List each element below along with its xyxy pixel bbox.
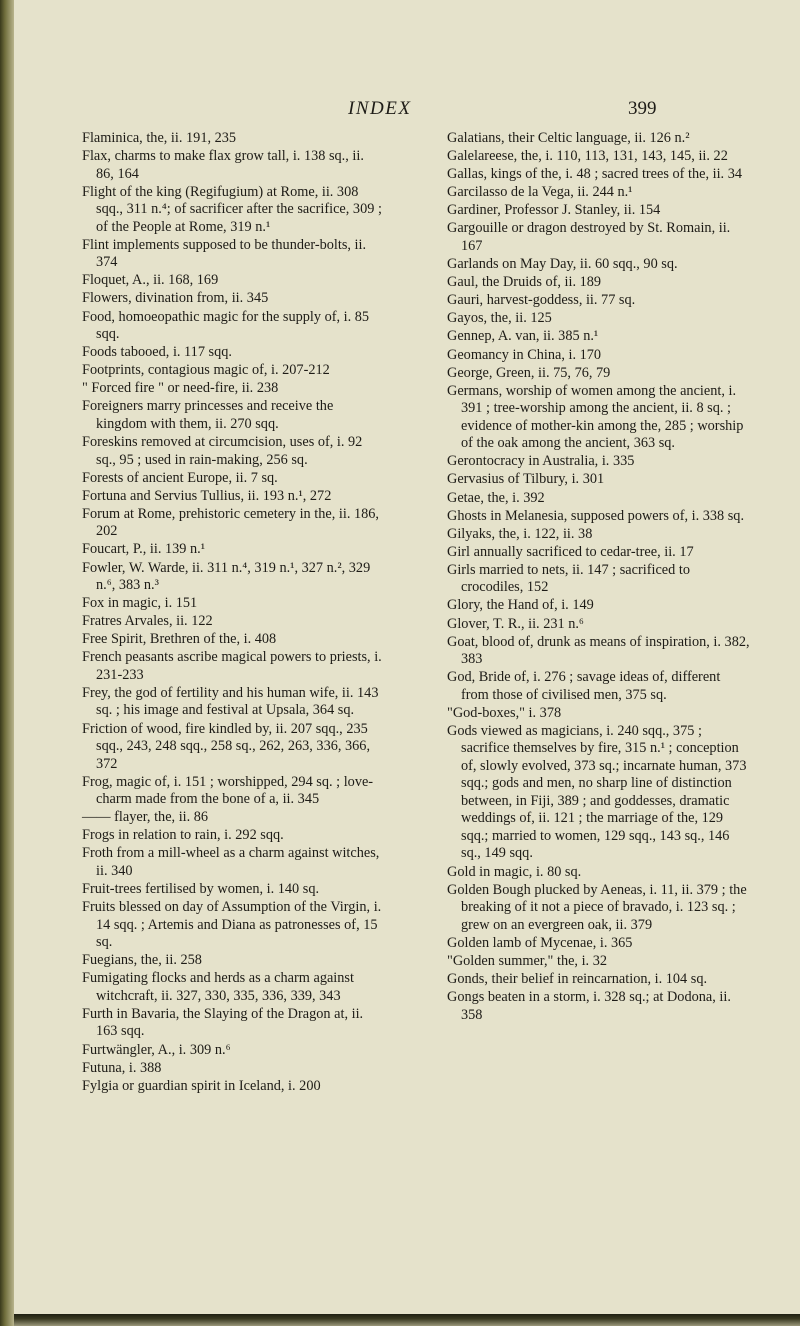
index-entry: Gonds, their belief in reincarnation, i. 104 sq. [447, 970, 708, 987]
index-entry: Foucart, P., ii. 139 n.¹ [82, 541, 206, 558]
index-entry: Fuegians, the, ii. 258 [82, 952, 202, 969]
index-entry: Fratres Arvales, ii. 122 [82, 613, 213, 630]
index-entry: Golden lamb of Mycenae, i. 365 [447, 934, 633, 951]
index-entry: Ghosts in Melanesia, supposed powers of, i. 338 sq. [447, 507, 745, 524]
index-entry: Gervasius of Tilbury, i. 301 [447, 471, 605, 488]
index-entry: Galelareese, the, i. 110, 113, 131, 143, 145, ii. 22 [447, 148, 728, 165]
index-entry: Gerontocracy in Australia, i. 335 [447, 453, 635, 470]
index-entry: Gaul, the Druids of, ii. 189 [447, 274, 602, 291]
page-header [14, 98, 800, 124]
running-head: INDEX [348, 98, 412, 119]
index-column-left [82, 130, 382, 1096]
index-entry: Gayos, the, ii. 125 [447, 310, 552, 327]
index-entry: Fox in magic, i. 151 [82, 595, 198, 612]
index-entry: " Forced fire " or need-fire, ii. 238 [82, 380, 279, 397]
index-entry: Frogs in relation to rain, i. 292 sqq. [82, 827, 284, 844]
index-entry: Galatians, their Celtic language, ii. 126 n.² [447, 130, 690, 146]
index-entry: God, Bride of, i. 276 ; savage ideas of, different from those of civilised men, 375 sq. [447, 669, 721, 703]
index-column-right [447, 130, 751, 1025]
book-page [14, 0, 800, 1326]
index-entry: Gardiner, Professor J. Stanley, ii. 154 [447, 202, 661, 219]
index-entry: "Golden summer," the, i. 32 [447, 952, 608, 969]
index-entry: Futuna, i. 388 [82, 1059, 162, 1076]
page-bottom-edge [14, 1314, 800, 1326]
index-entry: Gallas, kings of the, i. 48 ; sacred trees of the, ii. 34 [447, 166, 742, 183]
index-entry: Golden Bough plucked by Aeneas, i. 11, ii. 379 ; the breaking of it not a piece of bravado, i. 123 sq. ; grew on an evergreen oak, ii. 379 [447, 881, 747, 933]
index-entry: Flint implements supposed to be thunder-bolts, ii. 374 [82, 236, 367, 271]
index-entry: Frog, magic of, i. 151 ; worshipped, 294 sq. ; love-charm made from the bone of a, ii. 345 [82, 773, 374, 808]
page-number: 399 [628, 98, 657, 119]
index-entry: "God-boxes," i. 378 [447, 704, 562, 721]
index-entry: Geomancy in China, i. 170 [447, 346, 602, 363]
index-entry: Garcilasso de la Vega, ii. 244 n.¹ [447, 184, 633, 201]
index-entry: Goat, blood of, drunk as means of inspiration, i. 382, 383 [447, 633, 750, 668]
index-entry: Girl annually sacrificed to cedar-tree, ii. 17 [447, 543, 694, 560]
index-entry: Flight of the king (Regifugium) at Rome, ii. 308 sqq., 311 n.⁴; of sacrificer after the sacrifice, 309 ; of the People at Rome, 319 n.¹ [82, 183, 382, 235]
index-entry: Foods tabooed, i. 117 sqq. [82, 344, 232, 361]
index-entry: Free Spirit, Brethren of the, i. 408 [82, 631, 277, 648]
index-entry: Gilyaks, the, i. 122, ii. 38 [447, 525, 593, 542]
index-entry: Gods viewed as magicians, i. 240 sqq., 375 ; sacrifice themselves by fire, 315 n.¹ ; conception of, slowly evolved, 373 sq.; incarnate human, 373 sqq.; gods and men, no sharp line of distinction between, in Fiji, 389 ; and goddesses, dramatic weddings of, ii. 121 ; the marriage of the, 129 sqq.; married to women, 129 sqq., 143 sq., 146 sq., 149 sqq. [447, 722, 747, 862]
index-entry: Fylgia or guardian spirit in Iceland, i. 200 [82, 1077, 321, 1094]
index-entry: Fortuna and Servius Tullius, ii. 193 n.¹, 272 [82, 487, 332, 504]
index-entry: Food, homoeopathic magic for the supply of, i. 85 sqq. [82, 308, 370, 343]
index-entry: George, Green, ii. 75, 76, 79 [447, 364, 611, 381]
page-edge-shadow [0, 0, 14, 1326]
index-entry: Furtwängler, A., i. 309 n.⁶ [82, 1041, 231, 1058]
index-entry: Floquet, A., ii. 168, 169 [82, 272, 219, 289]
index-entry: Glover, T. R., ii. 231 n.⁶ [447, 615, 584, 632]
index-entry: Fruit-trees fertilised by women, i. 140 sq. [82, 881, 320, 898]
index-entry: Gargouille or dragon destroyed by St. Romain, ii. 167 [447, 220, 731, 254]
index-entry: Frey, the god of fertility and his human wife, ii. 143 sq. ; his image and festival at Upsala, 364 sq. [82, 684, 379, 719]
index-entry: French peasants ascribe magical powers to priests, i. 231-233 [82, 649, 382, 683]
index-entry: Flax, charms to make flax grow tall, i. 138 sq., ii. 86, 164 [82, 148, 364, 182]
index-entry: Furth in Bavaria, the Slaying of the Dragon at, ii. 163 sqq. [82, 1005, 364, 1040]
index-entry: Fumigating flocks and herds as a charm against witchcraft, ii. 327, 330, 335, 336, 339, 343 [82, 970, 354, 1004]
index-entry: Forests of ancient Europe, ii. 7 sq. [82, 469, 278, 486]
index-entry: Fowler, W. Warde, ii. 311 n.⁴, 319 n.¹, 327 n.², 329 n.⁶, 383 n.³ [82, 559, 371, 593]
index-entry: Froth from a mill-wheel as a charm against witches, ii. 340 [82, 845, 380, 879]
index-entry: Getae, the, i. 392 [447, 489, 545, 506]
index-entry: Footprints, contagious magic of, i. 207-212 [82, 362, 330, 379]
index-entry: Gongs beaten in a storm, i. 328 sq.; at Dodona, ii. 358 [447, 989, 731, 1023]
index-entry: —— flayer, the, ii. 86 [82, 809, 209, 826]
index-entry: Gauri, harvest-goddess, ii. 77 sq. [447, 292, 636, 309]
index-entry: Gennep, A. van, ii. 385 n.¹ [447, 328, 599, 345]
index-entry: Garlands on May Day, ii. 60 sqq., 90 sq. [447, 256, 678, 273]
index-entry: Fruits blessed on day of Assumption of the Virgin, i. 14 sqq. ; Artemis and Diana as patronesses of, 15 sq. [82, 899, 382, 951]
index-entry: Forum at Rome, prehistoric cemetery in the, ii. 186, 202 [82, 505, 379, 540]
index-entry: Flowers, divination from, ii. 345 [82, 290, 269, 307]
index-entry: Gold in magic, i. 80 sq. [447, 863, 582, 880]
index-entry: Foreigners marry princesses and receive the kingdom with them, ii. 270 sqq. [82, 398, 334, 432]
index-entry: Friction of wood, fire kindled by, ii. 207 sqq., 235 sqq., 243, 248 sqq., 258 sq., 262, 263, 336, 366, 372 [82, 720, 371, 772]
index-entry: Flaminica, the, ii. 191, 235 [82, 130, 237, 146]
index-entry: Foreskins removed at circumcision, uses of, i. 92 sq., 95 ; used in rain-making, 256 sq. [82, 434, 363, 468]
index-entry: Glory, the Hand of, i. 149 [447, 597, 594, 614]
index-entry: Girls married to nets, ii. 147 ; sacrificed to crocodiles, 152 [447, 561, 690, 596]
index-entry: Germans, worship of women among the ancient, i. 391 ; tree-worship among the ancient, ii. 8 sq. ; evidence of mother-kin among the, 285 ; worship of the oak among the ancient, 363 sq. [447, 382, 744, 452]
